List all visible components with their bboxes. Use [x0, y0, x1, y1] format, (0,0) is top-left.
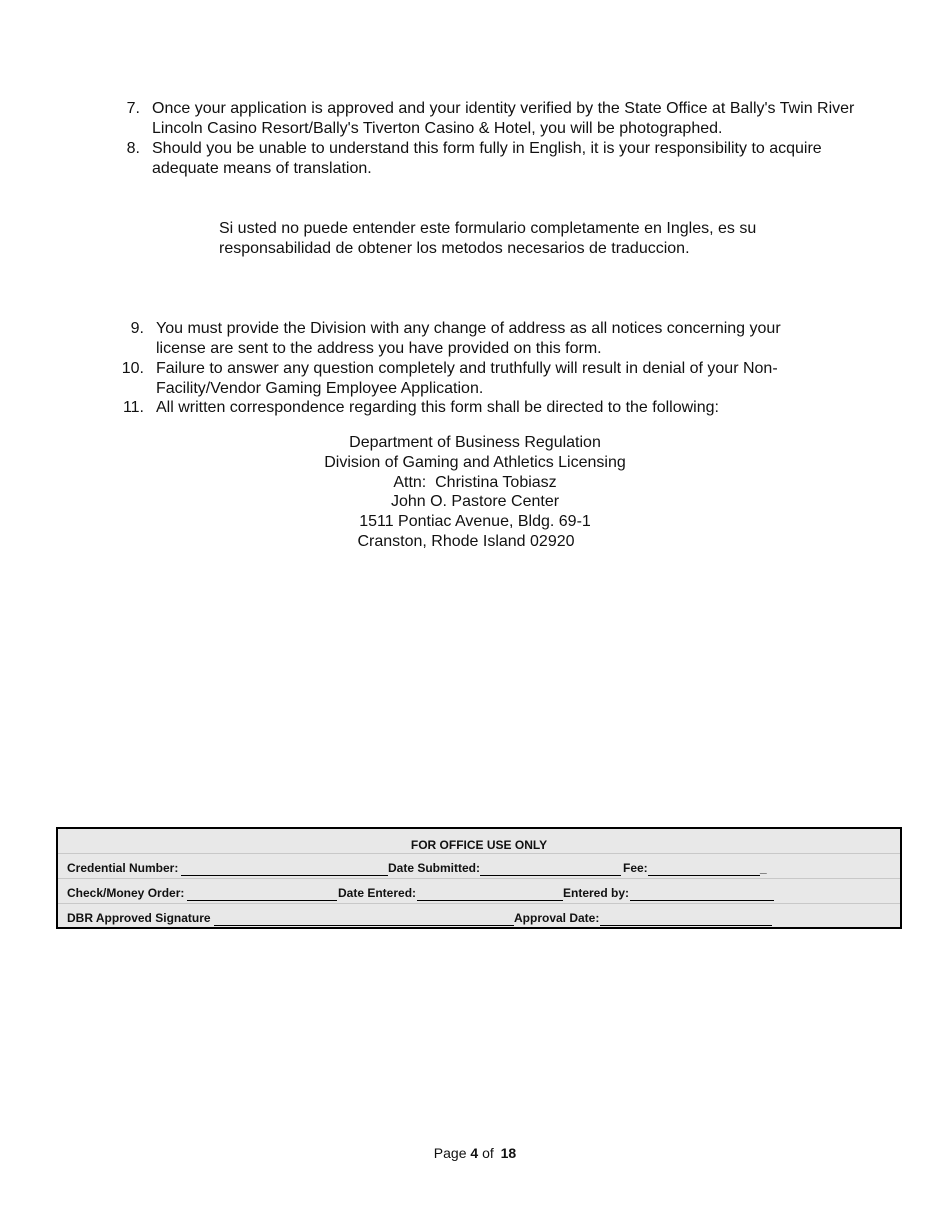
instruction-item-7 [120, 99, 880, 139]
credential-number-field[interactable] [181, 861, 388, 876]
fee-trailer: _ [760, 861, 767, 875]
instruction-text: You must provide the Division with any change of address as all notices concerning your license are sent to the address you have provided on this form. [156, 320, 781, 357]
address-department: Department of Business Regulation [349, 434, 601, 451]
entered-by-label: Entered by: [563, 886, 630, 900]
check-money-order-label: Check/Money Order: [67, 886, 185, 900]
date-submitted-field[interactable] [480, 861, 621, 876]
instruction-text: Failure to answer any question completely and truthfully will result in denial of your Non-Facility/Vendor Gaming Employee Application. [156, 360, 778, 397]
instruction-text: Should you be unable to understand this form fully in English, it is your responsibility to acquire adequate means of translation. [152, 140, 822, 177]
instruction-number: 11. [122, 399, 144, 416]
page-footer [0, 1145, 950, 1161]
instruction-number: 8. [126, 140, 140, 157]
approval-date-field[interactable] [600, 911, 772, 926]
of-label: of [482, 1145, 494, 1161]
address-division: Division of Gaming and Athletics Licensing [324, 453, 626, 471]
dbr-signature-field[interactable] [214, 911, 514, 926]
office-row-approval [58, 903, 900, 927]
page-label: Page [433, 1145, 467, 1161]
address-building: John O. Pastore Center [390, 493, 560, 511]
instruction-text: All written correspondence regarding this form shall be directed to the following: [156, 399, 719, 416]
instruction-item-8 [120, 139, 880, 179]
date-entered-field[interactable] [417, 886, 563, 901]
office-use-title: FOR OFFICE USE ONLY [410, 838, 548, 852]
office-row-credential [58, 853, 900, 877]
mailing-address [300, 433, 650, 552]
instruction-text: Once your application is approved and your identity verified by the State Office at Bally's Twin River Lincoln Casino Resort/Bally's Tiverton Casino & Hotel, you will be photographed. [152, 100, 855, 137]
dbr-signature-label: DBR Approved Signature [67, 911, 211, 925]
fee-field[interactable] [648, 861, 760, 876]
address-city: Cranston, Rhode Island 02920 [357, 532, 575, 550]
credential-number-label: Credential Number: [67, 861, 179, 875]
address-street: 1511 Pontiac Avenue, Bldg. 69-1 [359, 513, 591, 531]
total-pages: 18 [500, 1145, 517, 1161]
date-entered-label: Date Entered: [338, 886, 417, 900]
instruction-number: 10. [121, 360, 144, 377]
instruction-number: 7. [126, 100, 140, 117]
fee-label: Fee: [623, 861, 648, 875]
office-row-check [58, 878, 900, 902]
office-use-box [56, 827, 902, 929]
address-attn: Attn: Christina Tobiasz [393, 473, 557, 491]
instruction-item-11 [118, 398, 838, 418]
spanish-translation-note: Si usted no puede entender este formulario completamente en Ingles, es su responsabilidad de obtener los metodos necesarios de traduccion. [219, 220, 757, 257]
instruction-item-9 [118, 319, 823, 359]
instruction-item-10 [118, 359, 823, 399]
check-money-order-field[interactable] [187, 886, 337, 901]
instruction-number: 9. [130, 320, 144, 337]
approval-date-label: Approval Date: [514, 911, 600, 925]
page-number: 4 [470, 1145, 479, 1161]
date-submitted-label: Date Submitted: [388, 861, 481, 875]
entered-by-field[interactable] [630, 886, 774, 901]
